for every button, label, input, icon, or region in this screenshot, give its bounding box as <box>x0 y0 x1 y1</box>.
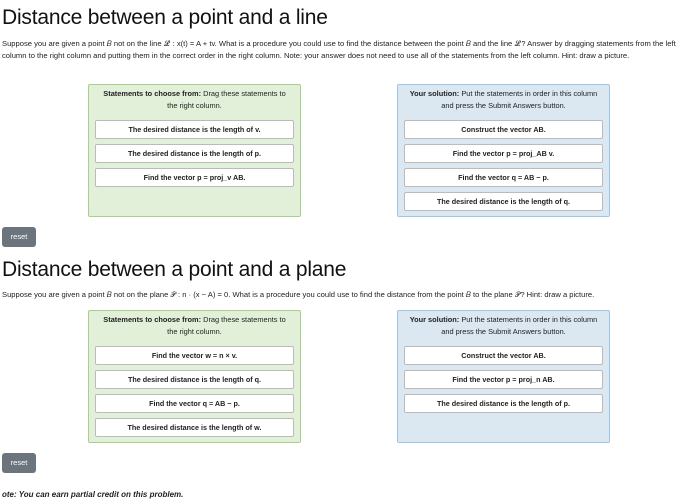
choose-header-text: Drag these statements to the right column. <box>167 89 286 110</box>
statement-item[interactable]: Find the vector w = n × v. <box>95 346 294 365</box>
section1-choose-column <box>88 84 301 217</box>
statement-item[interactable]: The desired distance is the length of p. <box>95 144 294 163</box>
solution-header-text: Put the statements in order in this column and press the Submit Answers button. <box>441 315 598 336</box>
solution-item[interactable]: Construct the vector AB. <box>404 346 603 365</box>
solution-item[interactable]: Find the vector p = proj_AB v. <box>404 144 603 163</box>
solution-item[interactable]: Construct the vector AB. <box>404 120 603 139</box>
solution-item[interactable]: Find the vector p = proj_n AB. <box>404 370 603 389</box>
section2-choose-column <box>88 310 301 443</box>
section2-intro: Suppose you are given a point 𝐵 not on the plane 𝒫 : n · (x − A) = 0. What is a procedure you could use to find the distance from the point 𝐵 to the plane 𝒫? Hint: draw a picture. <box>2 290 595 299</box>
choose-column-header <box>89 311 300 338</box>
statement-item[interactable]: Find the vector p = proj_v AB. <box>95 168 294 187</box>
choose-header-bold: Statements to choose from: <box>103 89 202 98</box>
solution-column-header <box>398 311 609 338</box>
choose-header-text: Drag these statements to the right column. <box>167 315 286 336</box>
solution-header-bold: Your solution: <box>409 315 460 324</box>
solution-header-text: Put the statements in order in this column and press the Submit Answers button. <box>441 89 598 110</box>
section2-solution-column <box>397 310 610 443</box>
section1-intro: Suppose you are given a point 𝐵 not on the line ℒ : x(t) = A + tv. What is a procedure you could use to find the distance between the point 𝐵 and the line ℒ? Answer by dragging statements from the left column to the right column and putting them in the correct order in the right column. Note: your answer does not need to use all of the statements from the left column. Hint: draw a picture. <box>2 39 676 61</box>
statement-item[interactable]: Find the vector q = AB − p. <box>95 394 294 413</box>
section2-title: Distance between a point and a plane <box>2 258 347 281</box>
section1-title: Distance between a point and a line <box>2 6 328 29</box>
solution-item[interactable]: The desired distance is the length of p. <box>404 394 603 413</box>
statement-item[interactable]: The desired distance is the length of q. <box>95 370 294 389</box>
section1-solution-column <box>397 84 610 217</box>
choose-column-header <box>89 85 300 112</box>
statement-item[interactable]: The desired distance is the length of w. <box>95 418 294 437</box>
solution-item[interactable]: The desired distance is the length of q. <box>404 192 603 211</box>
solution-item[interactable]: Find the vector q = AB − p. <box>404 168 603 187</box>
solution-header-bold: Your solution: <box>409 89 460 98</box>
partial-credit-note: ote: You can earn partial credit on this problem. <box>2 490 184 499</box>
solution-column-header <box>398 85 609 112</box>
section1-reset-button[interactable]: reset <box>2 227 36 247</box>
section2-reset-button[interactable]: reset <box>2 453 36 473</box>
choose-header-bold: Statements to choose from: <box>103 315 202 324</box>
statement-item[interactable]: The desired distance is the length of v. <box>95 120 294 139</box>
